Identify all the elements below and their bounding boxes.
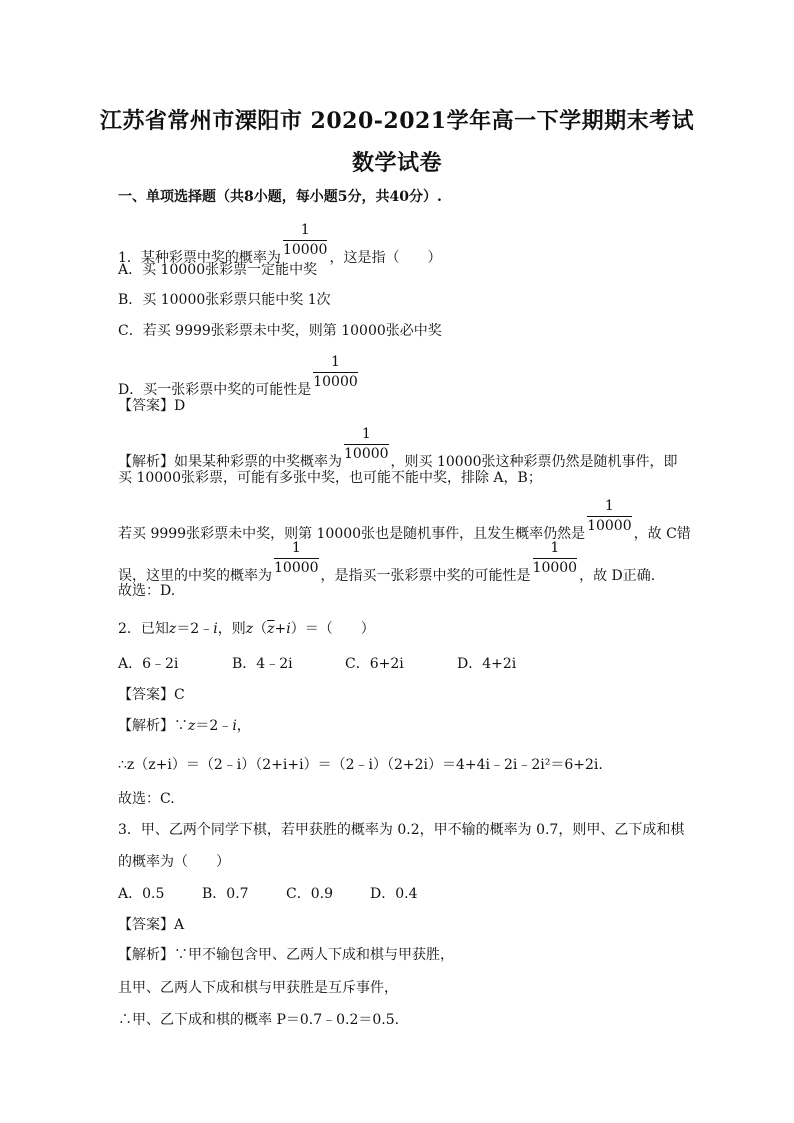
q1-conclusion: 故选：D. (118, 583, 176, 599)
fraction: $\frac{1}{10000}$ (532, 540, 578, 576)
q2-option-b: B．4﹣2i (232, 656, 293, 672)
q2-option-c: C．6+2i (345, 656, 404, 672)
q3-option-d: D．0.4 (370, 886, 418, 902)
q1-explanation-1: 【解析】如果某种彩票的中奖概率为 $\frac{1}{10000}$ ，则买 10000张这种彩票仍然是随机事件，即 (118, 426, 678, 470)
q3-explanation-3: ∴甲、乙下成和棋的概率 P＝0.7﹣0.2＝0.5. (118, 1012, 400, 1028)
q3-stem-2: 的概率为（ ） (118, 854, 230, 870)
q1-explanation-4: 误，这里的中奖的概率为 $\frac{1}{10000}$ ，是指买一张彩票中奖的可能性是 $\frac{1}{10000}$ ，故 D正确. (118, 540, 656, 584)
q3-option-c: C．0.9 (286, 886, 333, 902)
fraction: $\frac{1}{10000}$ (344, 426, 389, 462)
q2-stem: 2．已知z＝2﹣i，则$z(\overline{z}+i)=$（ ） (118, 621, 375, 637)
q1-explanation-2: 买 10000张彩票，可能有多张中奖，也可能不能中奖，排除 A，B； (118, 470, 542, 486)
q1-stem (118, 220, 441, 267)
q3-options (118, 885, 418, 903)
q2-option-a: A．6﹣2i (118, 656, 179, 672)
q2-explanation-1: 【解析】∵z＝2﹣i， (118, 718, 251, 734)
q2-options (118, 655, 516, 673)
q3-explanation-2: 且甲、乙两人下成和棋与甲获胜是互斥事件， (118, 980, 398, 996)
q1-stem-a: 1．某种彩票中奖的概率为 (118, 250, 281, 266)
q1-answer: 【答案】D (118, 398, 186, 414)
q3-explanation-1: 【解析】∵甲不输包含甲、乙两人下成和棋与甲获胜， (118, 947, 454, 963)
q1-option-d: D．买一张彩票中奖的可能性是 $\frac{1}{10000}$ (118, 354, 358, 398)
conjugate-z: $\overline{z}$ (267, 621, 275, 637)
q1-explanation-3: 若买 9999张彩票未中奖，则第 10000张也是随机事件，且发生概率仍然是 $\frac{1}{10000}$ ，故 C错 (118, 498, 691, 542)
q2-explanation-2: ∴z（z+i）＝（2﹣i）（2+i+i）＝（2﹣i）（2+2i）＝4+4i﹣2i﹣2i²＝6+2i. (118, 757, 603, 773)
exam-subtitle: 数学试卷 (351, 150, 442, 176)
q3-stem-1: 3．甲、乙两个同学下棋，若甲获胜的概率为 0.2，甲不输的概率为 0.7，则甲、乙下成和棋 (118, 822, 685, 838)
q3-option-b: B．0.7 (202, 886, 249, 902)
q1-option-b: B．买 10000张彩票只能中奖 1次 (118, 292, 331, 308)
q2-answer: 【答案】C (118, 687, 185, 703)
q1-stem-b: ，这是指（ ） (329, 250, 442, 266)
q1-option-a: A．买 10000张彩票一定能中奖 (118, 262, 318, 278)
section-heading: 一、单项选择题（共8小题，每小题5分，共40分）. (118, 189, 442, 205)
q3-answer: 【答案】A (118, 917, 185, 933)
q2-conclusion: 故选：C. (118, 791, 175, 807)
q2-option-d: D．4+2i (457, 656, 517, 672)
fraction: $\frac{1}{10000}$ (282, 222, 328, 258)
fraction: $\frac{1}{10000}$ (587, 498, 632, 534)
fraction: $\frac{1}{10000}$ (274, 540, 319, 576)
q3-option-a: A．0.5 (118, 886, 165, 902)
fraction: $\frac{1}{10000}$ (313, 354, 358, 390)
q1-option-c: C．若买 9999张彩票未中奖，则第 10000张必中奖 (118, 323, 442, 339)
exam-title: 江苏省常州市溧阳市 2020-2021学年高一下学期期末考试 (99, 108, 695, 134)
